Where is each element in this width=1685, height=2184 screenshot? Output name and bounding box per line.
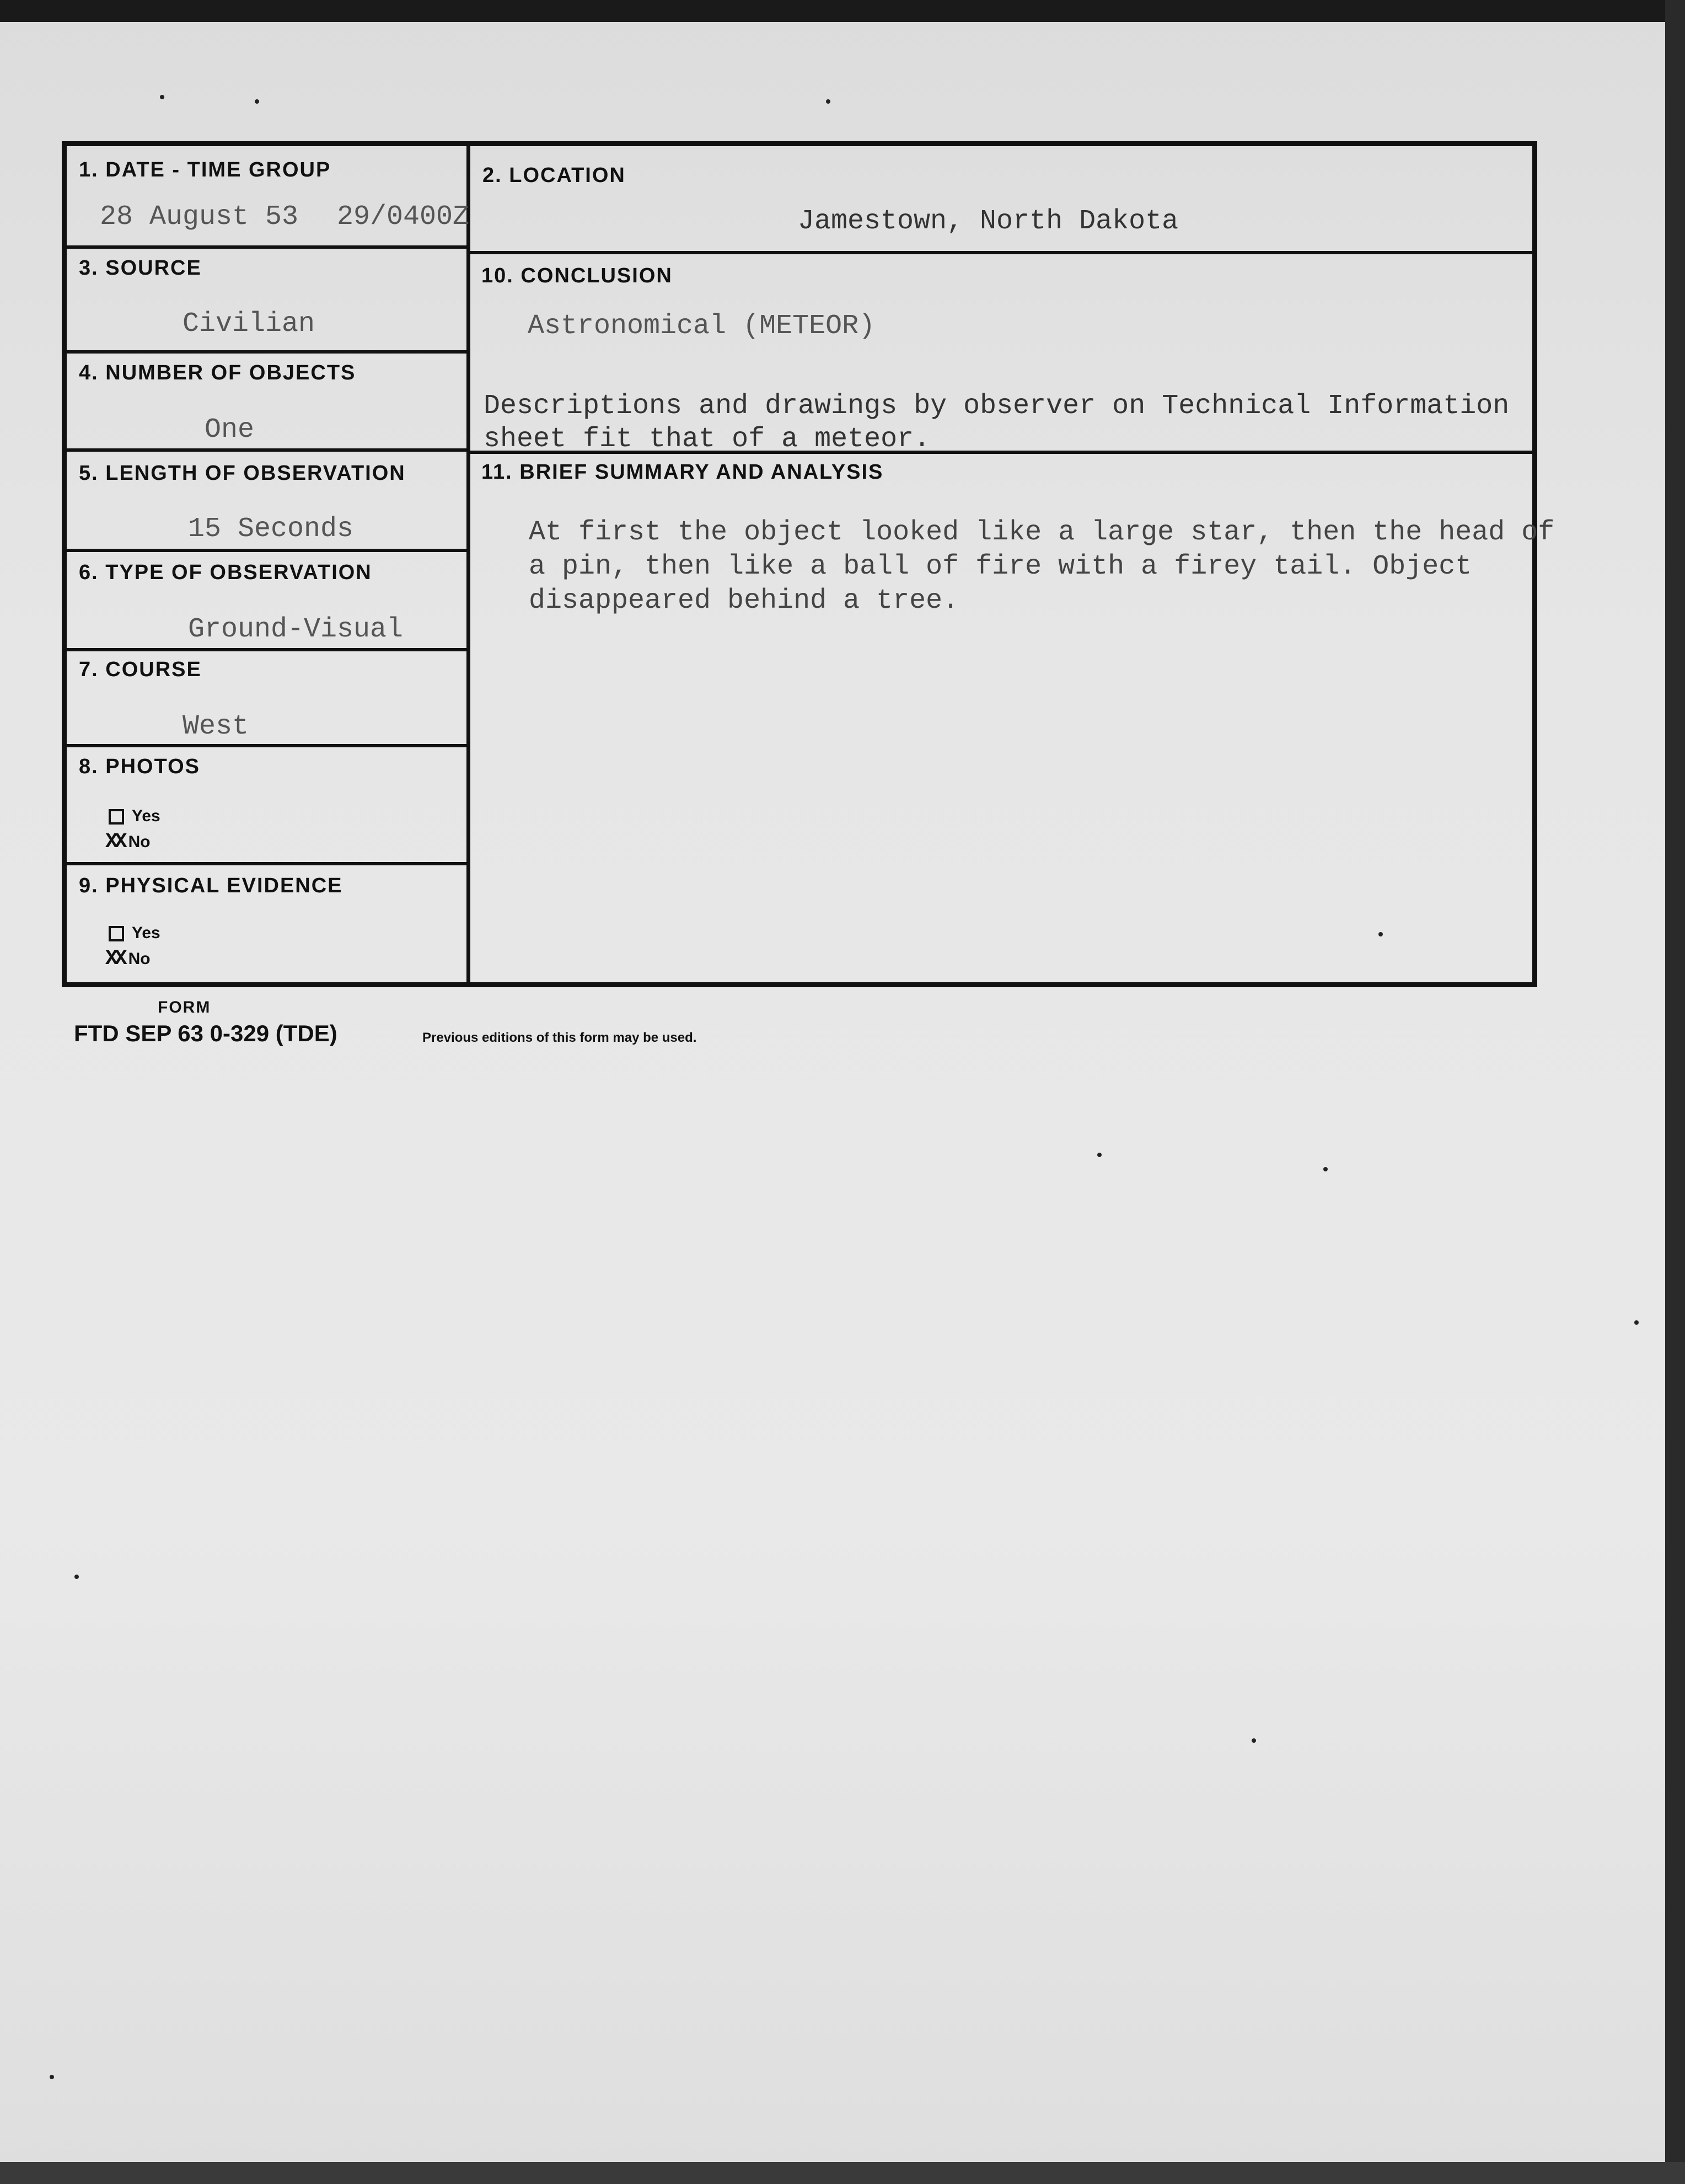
row-divider (67, 862, 466, 865)
photos-no-label: No (128, 833, 151, 851)
footer-form-id: FTD SEP 63 0-329 (TDE) (74, 1020, 337, 1046)
photos-label: 8. PHOTOS (79, 755, 201, 778)
footer-form-word: FORM (158, 998, 211, 1016)
date-value: 28 August 53 (100, 201, 299, 233)
summary-label: 11. BRIEF SUMMARY AND ANALYSIS (481, 461, 884, 484)
scan-speck (826, 99, 830, 104)
x-mark-icon: XX (105, 830, 124, 854)
scan-speck (1634, 1320, 1639, 1325)
row-divider (67, 245, 466, 249)
course-value: West (183, 711, 249, 742)
course-label: 7. COURSE (79, 658, 202, 681)
row-divider (67, 448, 466, 452)
type-of-observation-value: Ground-Visual (188, 614, 404, 645)
checkbox-icon (109, 926, 124, 941)
project-card-form (62, 141, 1555, 987)
number-of-objects-value: One (205, 414, 255, 446)
length-of-observation-label: 5. LENGTH OF OBSERVATION (79, 462, 406, 485)
physical-evidence-no-label: No (128, 950, 151, 968)
scan-speck (1097, 1153, 1102, 1157)
scan-speck (255, 99, 259, 104)
scan-speck (1252, 1738, 1256, 1743)
time-value: 29/0400Z (337, 201, 470, 233)
date-time-label: 1. DATE - TIME GROUP (79, 158, 331, 181)
photos-yes-option (109, 807, 160, 826)
scan-speck (50, 2075, 54, 2079)
physical-evidence-label: 9. PHYSICAL EVIDENCE (79, 874, 343, 897)
row-divider (67, 648, 466, 651)
physical-evidence-yes-option (109, 924, 160, 943)
location-label: 2. LOCATION (482, 164, 626, 187)
scan-speck (74, 1575, 79, 1579)
checkbox-icon (109, 809, 124, 825)
scan-edge-top (0, 0, 1685, 22)
row-divider (470, 251, 1532, 254)
source-label: 3. SOURCE (79, 256, 202, 280)
scan-edge-right (1665, 0, 1685, 2184)
conclusion-value: Astronomical (METEOR) (528, 311, 876, 342)
summary-text: At first the object looked like a large star, then the head of a pin, then like a ball of fire with a firey tail. Object disappeared behind a tree. (529, 517, 1555, 617)
physical-evidence-yes-label: Yes (132, 924, 160, 942)
column-divider (466, 146, 470, 982)
footer-note: Previous editions of this form may be used. (422, 1030, 697, 1045)
location-value: Jamestown, North Dakota (798, 206, 1179, 237)
source-value: Civilian (183, 308, 315, 340)
x-mark-icon: XX (105, 947, 124, 971)
scan-speck (1323, 1167, 1328, 1171)
row-divider (67, 549, 466, 552)
row-divider (67, 744, 466, 747)
number-of-objects-label: 4. NUMBER OF OBJECTS (79, 361, 356, 384)
scan-speck (160, 95, 164, 99)
conclusion-label: 10. CONCLUSION (481, 264, 673, 287)
physical-evidence-no-option (105, 947, 151, 971)
photos-yes-label: Yes (132, 807, 160, 825)
scan-edge-bottom (0, 2162, 1685, 2184)
photos-no-option (105, 830, 151, 854)
conclusion-description: Descriptions and drawings by observer on Technical Information sheet fit that of a meteor. (484, 390, 1510, 455)
length-of-observation-value: 15 Seconds (188, 513, 354, 545)
type-of-observation-label: 6. TYPE OF OBSERVATION (79, 561, 372, 584)
row-divider (67, 350, 466, 354)
